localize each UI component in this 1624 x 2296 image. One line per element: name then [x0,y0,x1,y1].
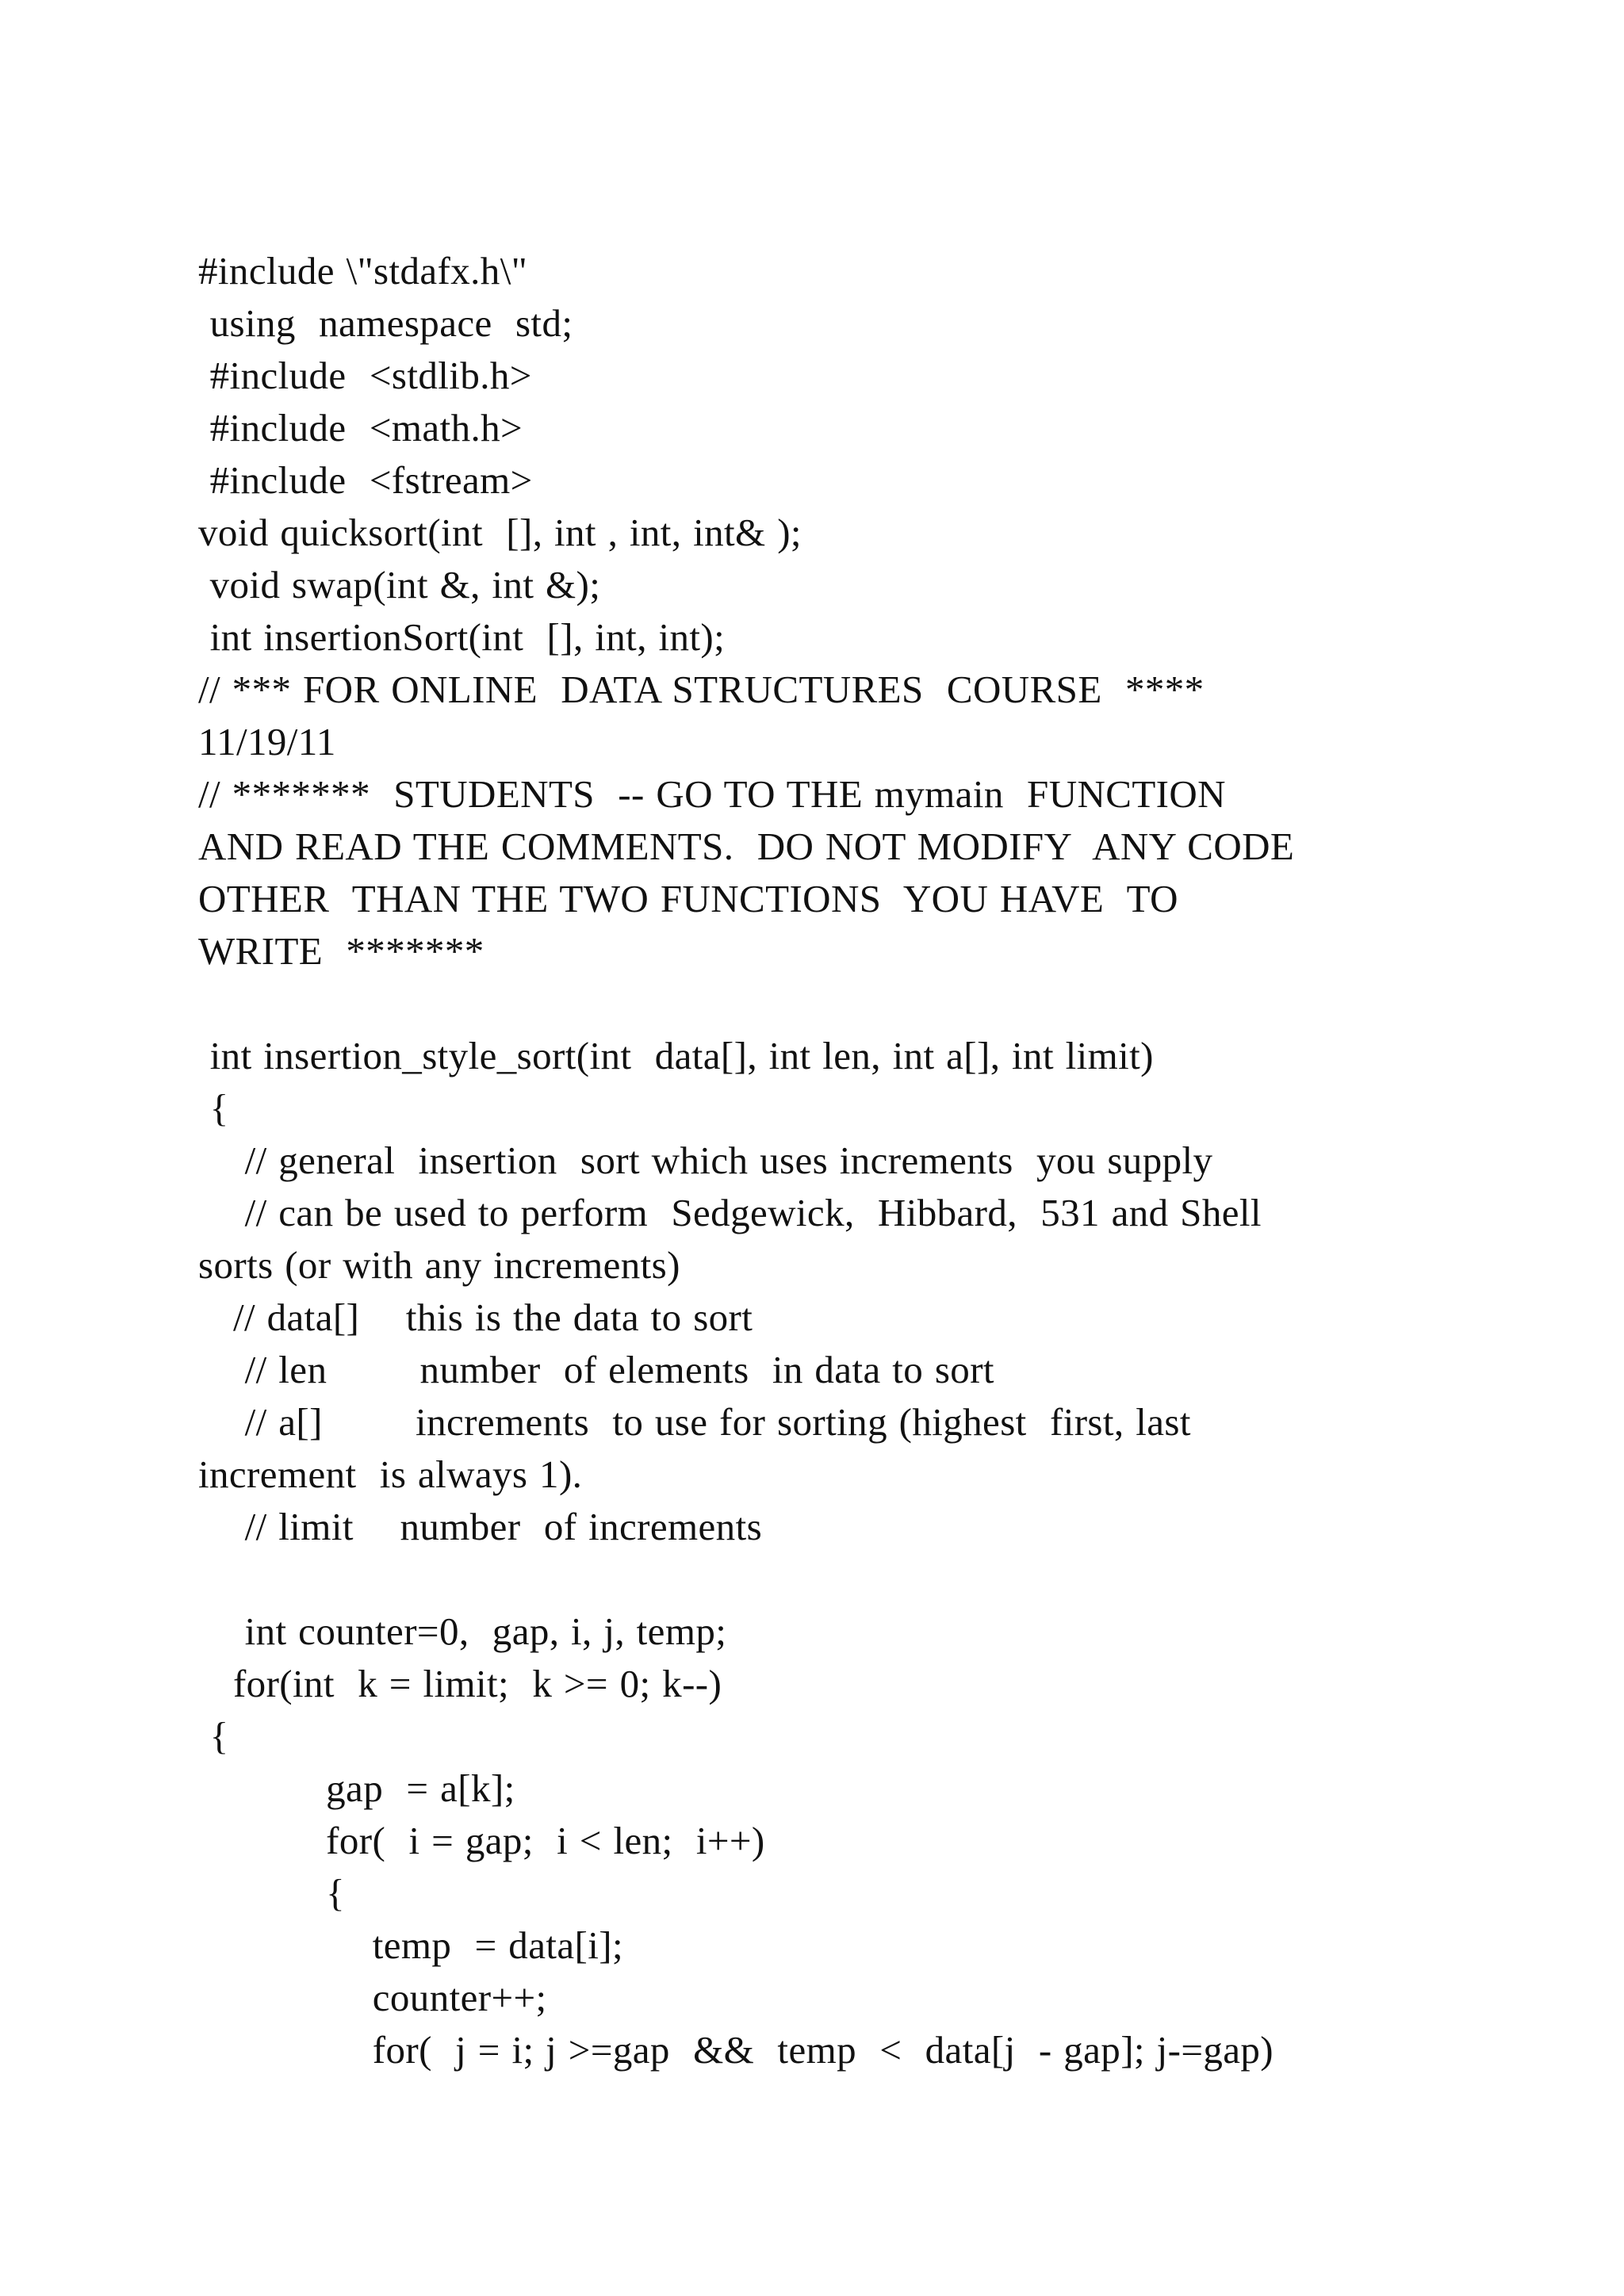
code-line: counter++; [198,1976,547,2019]
code-line: { [198,1871,346,1915]
code-line: int insertion_style_sort(int data[], int len, int a[], int limit) [198,1034,1154,1077]
code-line: temp = data[i]; [198,1923,623,1967]
code-line: gap = a[k]; [198,1766,515,1810]
code-line: // general insertion sort which uses increments you supply [198,1138,1213,1182]
code-line: void quicksort(int [], int , int, int& ); [198,511,802,554]
code-line: for(int k = limit; k >= 0; k--) [198,1662,722,1705]
code-line: sorts (or with any increments) [198,1243,680,1287]
code-line: int counter=0, gap, i, j, temp; [198,1609,727,1653]
code-line: for( j = i; j >=gap && temp < data[j - gap]; j-=gap) [198,2028,1274,2072]
code-line: // limit number of increments [198,1505,763,1548]
code-line: #include <fstream> [198,458,533,502]
code-line: int insertionSort(int [], int, int); [198,615,726,659]
code-line: void swap(int &, int &); [198,563,601,607]
code-line: #include <stdlib.h> [198,354,532,397]
code-line: // data[] this is the data to sort [198,1295,753,1339]
code-line: #include <math.h> [198,406,523,450]
code-line: using namespace std; [198,301,573,345]
code-line: for( i = gap; i < len; i++) [198,1819,765,1862]
code-line: // *** FOR ONLINE DATA STRUCTURES COURSE **** [198,668,1205,711]
code-line: // a[] increments to use for sorting (highest first, last [198,1400,1191,1444]
code-line: { [198,1086,229,1130]
code-line: WRITE ******* [198,929,485,973]
code-line: // len number of elements in data to sort [198,1348,994,1391]
code-line: { [198,1714,229,1758]
code-line: OTHER THAN THE TWO FUNCTIONS YOU HAVE TO [198,877,1178,920]
code-line: // ******* STUDENTS -- GO TO THE mymain FUNCTION [198,772,1226,816]
code-line: AND READ THE COMMENTS. DO NOT MODIFY ANY CODE [198,825,1295,868]
code-line: 11/19/11 [198,720,336,763]
code-line: increment is always 1). [198,1452,583,1496]
code-line: #include \"stdafx.h\" [198,249,528,293]
code-line: // can be used to perform Sedgewick, Hibbard, 531 and Shell [198,1191,1262,1234]
